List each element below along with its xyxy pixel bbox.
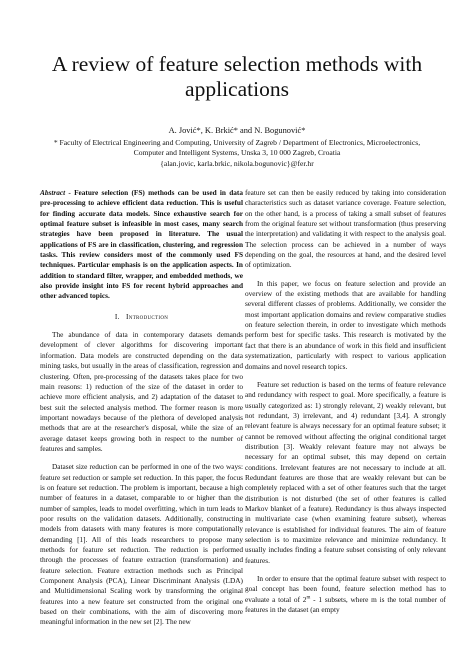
paragraph-text-end: - 1 subsets, where m is the total number of features in the dataset (an empty (245, 594, 446, 615)
superscript-m: m (306, 595, 311, 601)
paragraph-continued: feature set can then be easily reduced by taking into consideration characteristics such as dataset variance coverage. Feature selection, on the other hand, is a process of taking a small subset of features from the original feature set without transformation (thus preserving the interpretation) and validating it with respect to the analysis goal. The selection process can be achieved in a number of ways depending on the goal, the resources at hand, and the desired level of optimization. (245, 188, 446, 270)
right-column (245, 188, 446, 623)
section-number: I. (114, 311, 120, 321)
paragraph: Dataset size reduction can be performed in one of the two ways: feature set reduction or sample set reduction. In this paper, the focus is on feature set reduction. The problem is important, because a high number of features in a dataset, comparable to or higher than the number of samples, leads to model overfitting, which in turn leads to poor results on the validation datasets. Additionally, constructing models from datasets with many features is more computationally demanding [1]. All of this leads researchers to propose many methods for feature set reduction. The reduction is performed through the processes of feature extraction (transformation) and feature selection. Feature extraction methods such as Principal Component Analysis (PCA), Linear Discriminant Analysis (LDA) and Multidimensional Scaling work by transforming the original features into a new feature set constructed from the original one based on their combinations, with the aim of discovering more meaningful information in the new set [2]. The new (40, 462, 243, 627)
affiliation-line-1: * Faculty of Electrical Engineering and Computing, University of Zagreb / Department of Electronics, Microelectronics, (53, 138, 421, 147)
paragraph-text-start: In order to ensure that the optimal feature subset with respect to goal concept has been found, feature selection method has to evaluate a total of 2 (245, 574, 446, 604)
paragraph: Feature set reduction is based on the terms of feature relevance and redundancy with respect to goal. More specifically, a feature is usually categorized as: 1) strongly relevant, 2) weakly relevant, but not redundant, 3) irrelevant, and 4) redundant [3,4]. A strongly relevant feature is always necessary for an optimal feature subset; it cannot be removed without affecting the original conditional target distribution [3]. Weakly relevant feature may not always be necessary for an optimal subset, this may depend on certain conditions. Irrelevant features are not necessary to include at all. Redundant features are those that are weakly relevant but can be completely replaced with a set of other features such that the target distribution is not disturbed (the set of other features is called Markov blanket of a feature). Redundancy is thus always inspected in multivariate case (when examining feature subset), whereas relevance is established for individual features. The aim of feature selection is to maximize relevance and minimize redundancy. It usually includes finding a feature subset consisting of only relevant features. (245, 379, 446, 565)
affiliation-line-2: Computer and Intelligent Systems, Unska 3, 10 000 Zagreb, Croatia (133, 148, 341, 158)
paragraph: In this paper, we focus on feature selection and provide an overview of the existing methods that are available for handling several different classes of problems. Additionally, we consider the most important application domains and review comparative studies on feature selection therein, in order to investigate which methods perform best for specific tasks. This research is motivated by the fact that there is an abundance of work in this field and insufficient systematization, particularly with respect to various application domains and novel research topics. (245, 278, 446, 371)
author-emails: {alan.jovic, karla.brkic, nikola.bogunovic}@fer.hr (160, 158, 314, 168)
abstract (40, 188, 243, 302)
section-heading-introduction (40, 312, 243, 322)
abstract-label: Abstract (40, 188, 66, 197)
paper-title: A review of feature selection methods with applications (51, 52, 423, 101)
left-column (40, 188, 243, 636)
paper-authors: A. Jović*, K. Brkić* and N. Bogunović* (168, 126, 306, 135)
author-affiliation (20, 138, 454, 169)
abstract-text: - Feature selection (FS) methods can be used in data pre-processing to achieve efficient data reduction. This is useful for finding accurate data models. Since exhaustive search for optimal feature subset is infeasible in most cases, many search strategies have been proposed in literature. The usual applications of FS are in classification, clustering, and regression tasks. This review considers most of the commonly used FS techniques. Particular emphasis is on the application aspects. In addition to standard filter, wrapper, and embedded methods, we also provide insight into FS for recent hybrid approaches and other advanced topics. (40, 188, 243, 301)
paragraph: The abundance of data in contemporary datasets demands development of clever algorithms for discovering important information. Data models are constructed depending on the data mining tasks, but usually in the areas of classification, regression and clustering. Often, pre-processing of the datasets takes place for two main reasons: 1) reduction of the size of the dataset in order to achieve more efficient analysis, and 2) adaptation of the dataset to best suit the selected analysis method. The former reason is more important nowadays because of the plethora of developed analysis methods that are at the researcher's disposal, while the size of an average dataset keeps growing both in respect to the number of features and samples. (40, 330, 243, 453)
section-title: Introduction (126, 311, 169, 321)
paragraph (245, 574, 446, 615)
